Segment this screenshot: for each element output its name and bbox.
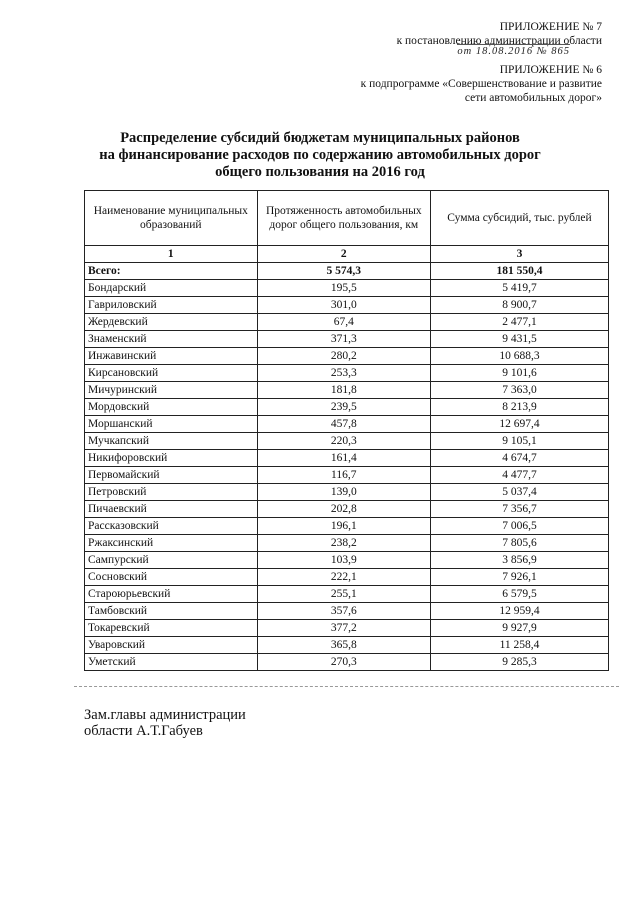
table-row [85,620,609,637]
appendix-6-reference-line1: к подпрограмме «Совершенствование и развитие [360,78,602,90]
road-length-cell: 238,2 [257,535,430,552]
table-row [85,348,609,365]
table-row [85,535,609,552]
table-row [85,331,609,348]
municipality-cell: Сампурский [85,552,258,569]
road-length-cell: 239,5 [257,399,430,416]
total-row [85,263,609,280]
table-row [85,467,609,484]
subsidy-sum-cell: 4 477,7 [430,467,608,484]
table-row [85,637,609,654]
road-length-cell: 202,8 [257,501,430,518]
municipality-cell: Уваровский [85,637,258,654]
municipality-cell: Первомайский [85,467,258,484]
municipality-cell: Инжавинский [85,348,258,365]
subsidy-sum-cell: 9 105,1 [430,433,608,450]
subsidy-sum-cell: 6 579,5 [430,586,608,603]
municipality-cell: Мичуринский [85,382,258,399]
municipality-cell: Тамбовский [85,603,258,620]
appendix-6-reference-line2: сети автомобильных дорог» [464,92,602,104]
road-length-cell: 196,1 [257,518,430,535]
table-row [85,433,609,450]
subsidy-sum-cell: 2 477,1 [430,314,608,331]
table-row [85,586,609,603]
municipality-cell: Гавриловский [85,297,258,314]
subsidy-sum-cell: 5 037,4 [430,484,608,501]
road-length-cell: 301,0 [257,297,430,314]
table-row [85,280,609,297]
document-title [60,130,580,181]
table-row [85,484,609,501]
municipality-cell: Знаменский [85,331,258,348]
column-number: 3 [430,246,608,263]
road-length-cell: 253,3 [257,365,430,382]
appendix-6-title: ПРИЛОЖЕНИЕ № 6 [499,64,602,76]
municipality-cell: Уметский [85,654,258,671]
total-label: Всего: [85,263,258,280]
subsidy-sum-cell: 8 900,7 [430,297,608,314]
subsidy-sum-cell: 4 674,7 [430,450,608,467]
road-length-cell: 365,8 [257,637,430,654]
column-number-row [85,246,609,263]
road-length-cell: 280,2 [257,348,430,365]
subsidy-sum-cell: 9 927,9 [430,620,608,637]
municipality-cell: Ржаксинский [85,535,258,552]
subsidy-sum-cell: 7 805,6 [430,535,608,552]
road-length-cell: 116,7 [257,467,430,484]
subsidy-sum-cell: 7 356,7 [430,501,608,518]
subsidy-sum-cell: 11 258,4 [430,637,608,654]
table-row [85,501,609,518]
municipality-cell: Токаревский [85,620,258,637]
municipality-cell: Рассказовский [85,518,258,535]
header-subsidy-sum: Сумма субсидий, тыс. рублей [430,191,608,246]
road-length-cell: 139,0 [257,484,430,501]
municipality-cell: Петровский [85,484,258,501]
municipality-cell: Пичаевский [85,501,258,518]
road-length-cell: 161,4 [257,450,430,467]
table-row [85,382,609,399]
table-row [85,450,609,467]
road-length-cell: 371,3 [257,331,430,348]
table-row [85,518,609,535]
table-row [85,314,609,331]
road-length-cell: 220,3 [257,433,430,450]
table-row [85,399,609,416]
subsidy-sum-cell: 8 213,9 [430,399,608,416]
municipality-cell: Моршанский [85,416,258,433]
subsidy-sum-cell: 12 697,4 [430,416,608,433]
total-sum: 181 550,4 [430,263,608,280]
municipality-cell: Сосновский [85,569,258,586]
subsidy-sum-cell: 3 856,9 [430,552,608,569]
table-row [85,603,609,620]
signature-block [84,707,246,739]
road-length-cell: 67,4 [257,314,430,331]
header-road-length: Протяженность автомобильных дорог общего пользования, км [257,191,430,246]
signature-name: области А.Т.Габуев [84,723,203,739]
total-length: 5 574,3 [257,263,430,280]
municipality-cell: Жердевский [85,314,258,331]
table-row [85,297,609,314]
municipality-cell: Мучкапский [85,433,258,450]
municipality-cell: Кирсановский [85,365,258,382]
road-length-cell: 270,3 [257,654,430,671]
title-line-3: общего пользования на 2016 год [215,164,425,180]
road-length-cell: 457,8 [257,416,430,433]
subsidy-sum-cell: 9 285,3 [430,654,608,671]
table-header-row [85,191,609,246]
road-length-cell: 222,1 [257,569,430,586]
subsidy-sum-cell: 7 926,1 [430,569,608,586]
table-row [85,552,609,569]
table-row [85,365,609,382]
road-length-cell: 377,2 [257,620,430,637]
subsidy-sum-cell: 5 419,7 [430,280,608,297]
municipality-cell: Бондарский [85,280,258,297]
subsidy-sum-cell: 7 006,5 [430,518,608,535]
municipality-cell: Никифоровский [85,450,258,467]
subsidy-sum-cell: 12 959,4 [430,603,608,620]
table-body [85,263,609,671]
subsidy-sum-cell: 10 688,3 [430,348,608,365]
municipality-cell: Староюрьевский [85,586,258,603]
road-length-cell: 195,5 [257,280,430,297]
title-line-1: Распределение субсидий бюджетам муниципальных районов [120,130,520,146]
header-municipality: Наименование муниципальных образований [85,191,258,246]
title-line-2: на финансирование расходов по содержанию автомобильных дорог [99,147,541,163]
appendix-6-block [361,63,602,105]
column-number: 1 [85,246,258,263]
subsidy-table [84,190,609,671]
column-number: 2 [257,246,430,263]
road-length-cell: 357,6 [257,603,430,620]
road-length-cell: 255,1 [257,586,430,603]
subsidy-sum-cell: 7 363,0 [430,382,608,399]
municipality-cell: Мордовский [85,399,258,416]
road-length-cell: 181,8 [257,382,430,399]
signature-position: Зам.главы администрации [84,707,246,723]
divider-line [74,686,619,687]
table-row [85,569,609,586]
appendix-7-title: ПРИЛОЖЕНИЕ № 7 [499,21,602,33]
table-row [85,654,609,671]
subsidy-sum-cell: 9 101,6 [430,365,608,382]
handwritten-date-number: от 18.08.2016 № 865 [457,46,570,57]
road-length-cell: 103,9 [257,552,430,569]
appendix-7-reference: к постановлению администрации области [396,35,602,47]
subsidy-sum-cell: 9 431,5 [430,331,608,348]
table-row [85,416,609,433]
